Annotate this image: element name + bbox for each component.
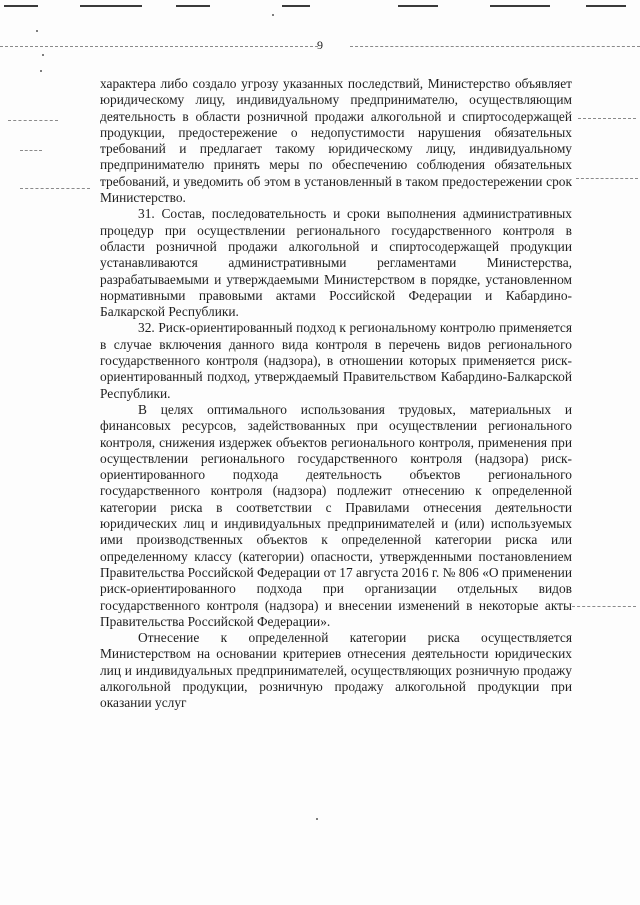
scan-speck (316, 818, 318, 820)
scan-speck (36, 30, 38, 32)
scan-mark (4, 5, 38, 7)
scan-rule (20, 150, 42, 151)
scan-mark (282, 5, 310, 7)
scan-mark (176, 5, 210, 7)
scan-speck (42, 54, 44, 56)
page-number: 9 (317, 38, 323, 52)
scan-speck (40, 70, 42, 72)
paragraph-32: 32. Риск-ориентированный подход к региональному контролю применяется в случае включения данного вида контроля в перечень видов регионального государственного контроля (надзора), в отношении которых применяется риск-ориентированный подход, утверждаемый Правительством Кабардино-Балкарской Республики. (100, 320, 572, 401)
document-body (100, 76, 572, 712)
scan-rule (20, 188, 90, 189)
scan-rule (578, 118, 636, 119)
paragraph-31: 31. Состав, последовательность и сроки выполнения административных процедур при осуществлении регионального государственного контроля в области розничной продажи алкогольной и спиртосодержащей продукции устанавливаются административными регламентами Министерства, разрабатываемыми и утверждаемыми Министерством в порядке, установленном нормативными правовыми актами Российской Федерации и Кабардино-Балкарской Республики. (100, 206, 572, 320)
scan-rule (576, 178, 638, 179)
scan-mark (490, 5, 550, 7)
paragraph-continuation: характера либо создало угрозу указанных последствий, Министерство объявляет юридическому лицу, индивидуальному предпринимателю, осуществляющим деятельность в области розничной продажи алкогольной и спиртосодержащей продукции, предостережение о недопустимости нарушения обязательных требований и предлагает такому юридическому лицу, индивидуальному предпринимателю принять меры по обеспечению соблюдения обязательных требований, и уведомить об этом в установленный в таком предостережении срок Министерство. (100, 76, 572, 206)
paragraph-risk-purpose: В целях оптимального использования трудовых, материальных и финансовых ресурсов, задействованных при осуществлении регионального контроля, снижения издержек объектов регионального контроля, применения при осуществлении регионального государственного контроля (надзора) риск-ориентированного подхода деятельность объектов регионального государственного контроля (надзора) подлежит отнесению к определенной категории риска в соответствии с Правилами отнесения деятельности юридических лиц и индивидуальных предпринимателей и (или) используемых ими производственных объектов к определенной категории риска или определенному классу (категории) опасности, утвержденными постановлением Правительства Российской Федерации от 17 августа 2016 г. № 806 «О применении риск-ориентированного подхода при организации отдельных видов государственного контроля (надзора) и внесении изменений в некоторые акты Правительства Российской Федерации». (100, 401, 572, 629)
scan-rule (8, 120, 58, 121)
scan-rule (572, 606, 636, 607)
scan-mark (586, 5, 626, 7)
scan-mark (398, 5, 438, 7)
paragraph-risk-assignment: Отнесение к определенной категории риска осуществляется Министерством на основании критериев отнесения деятельности юридических лиц и индивидуальных предпринимателей, осуществляющих розничную продажу алкогольной продукции, розничную продажу алкогольной продукции при оказании услуг (100, 630, 572, 711)
scan-mark (80, 5, 142, 7)
scan-speck (272, 14, 274, 16)
